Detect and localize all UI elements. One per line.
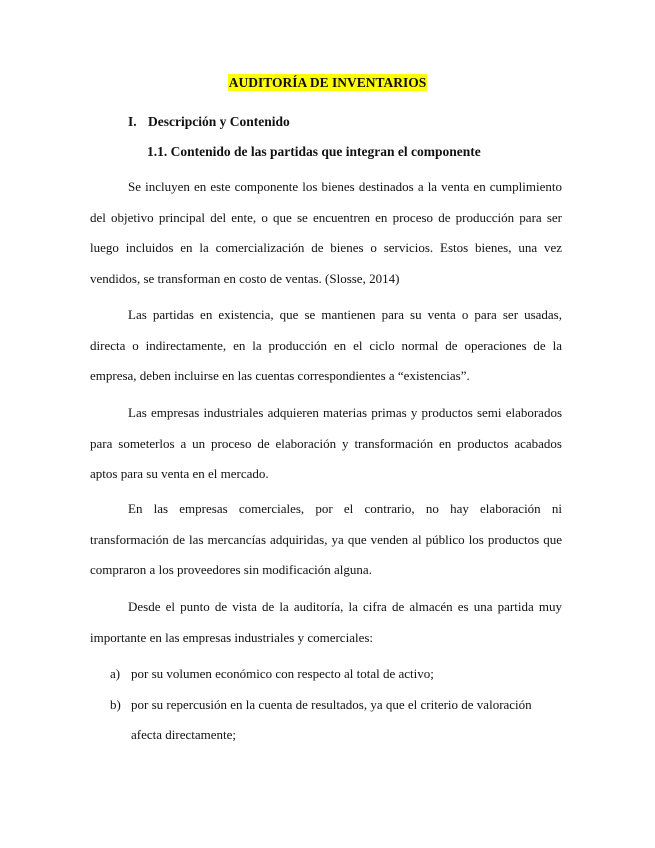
document-title: AUDITORÍA DE INVENTARIOS — [228, 75, 427, 90]
paragraph-3: Las empresas industriales adquieren materias primas y productos semi elaborados para someterlos a un proceso de elaboración y transformación en productos acabados aptos para su venta en el mercado. — [90, 405, 562, 481]
list-item-text: por su repercusión en la cuenta de resultados, ya que el criterio de valoración afecta directamente; — [131, 696, 532, 742]
criteria-list — [110, 659, 562, 751]
section-number: I. — [128, 114, 137, 129]
paragraph-4: En las empresas comerciales, por el contrario, no hay elaboración ni transformación de las mercancías adquiridas, ya que venden al público los productos que compraron a los proveedores sin modificación alguna. — [90, 501, 562, 577]
paragraph-2: Las partidas en existencia, que se mantienen para su venta o para ser usadas, directa o indirectamente, en la producción en el ciclo normal de operaciones de la empresa, deben incluirse en las cuentas correspondientes a “existencias”. — [90, 307, 562, 383]
title-container — [0, 74, 655, 92]
list-item-text: por su volumen económico con respecto al total de activo; — [131, 666, 434, 681]
list-marker: a) — [110, 666, 121, 681]
section-label: Descripción y Contenido — [148, 114, 290, 129]
paragraph-1: Se incluyen en este componente los bienes destinados a la venta en cumplimiento del objetivo principal del ente, o que se encuentren en proceso de producción para ser luego incluidos en la comercialización de bienes o servicios. Estos bienes, una vez vendidos, se transforman en costo de ventas. (Slosse, 2014) — [90, 179, 562, 286]
subsection-heading: 1.1. Contenido de las partidas que integran el componente — [147, 144, 481, 159]
list-marker: b) — [110, 696, 121, 712]
list-item — [110, 690, 562, 751]
paragraph-5: Desde el punto de vista de la auditoría, la cifra de almacén es una partida muy importante en las empresas industriales y comerciales: — [90, 599, 562, 645]
list-item — [110, 659, 562, 690]
section-heading — [128, 113, 290, 130]
